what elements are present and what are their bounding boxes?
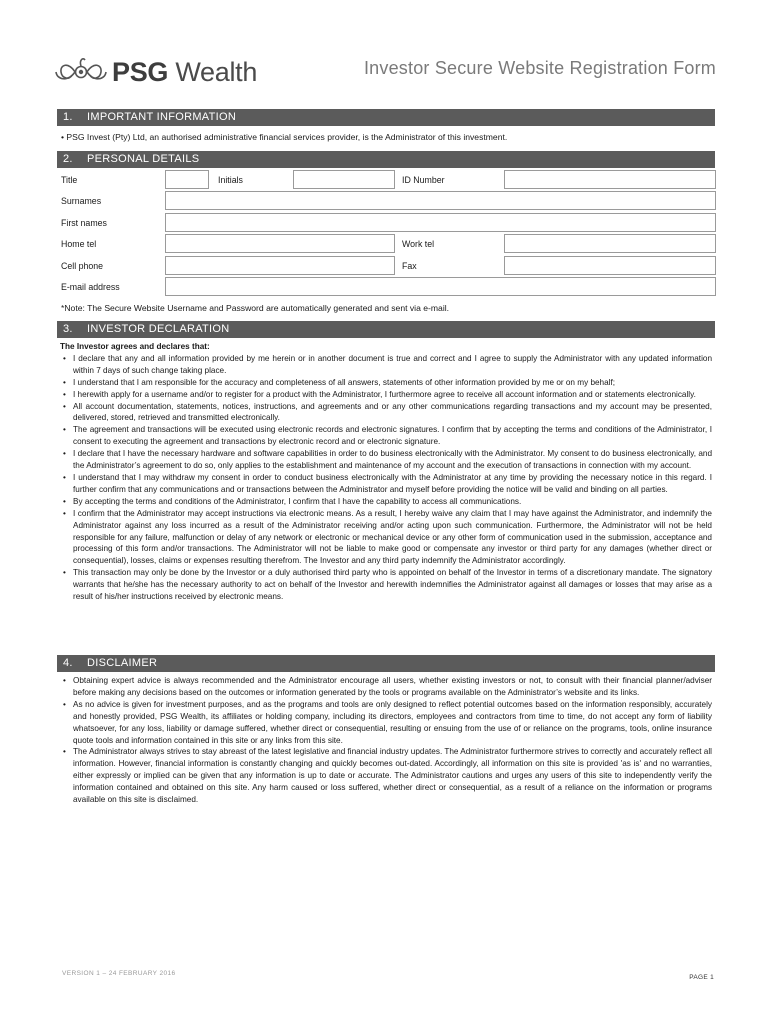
declaration-item: • I understand that I may withdraw my consent in order to conduct business electronically with the Administrator at any time by providing the necessary notice in this regard. I further confirm that any communications and or transactions between the Administrator and myself before providing the notice will be valid and binding on all parties. <box>60 472 712 496</box>
investor-declaration-body <box>60 341 712 603</box>
declaration-item: • By accepting the terms and conditions of the Administrator, I confirm that I have the capability to access all communications. <box>60 496 712 508</box>
declaration-item: • The agreement and transactions will be executed using electronic records and electronic signatures. I confirm that by accepting the terms and conditions of the Administrator, I consent to executing the agreement and transactions by electronic record and or electronic signature. <box>60 424 712 448</box>
section-personal-details-header: 2. PERSONAL DETAILS <box>57 151 715 168</box>
page-number: PAGE 1 <box>689 974 714 981</box>
fax-field[interactable] <box>504 256 716 275</box>
work-tel-label: Work tel <box>402 239 435 249</box>
logo-wordmark: PSG Wealth <box>112 56 258 87</box>
page-header <box>0 0 770 100</box>
section-disclaimer-header: 4. DISCLAIMER <box>57 655 715 672</box>
home-tel-field[interactable] <box>165 234 395 253</box>
fax-label: Fax <box>402 261 417 271</box>
declaration-item: • I declare that any and all information provided by me herein or in another document is true and correct and I agree to supply the Administrator with any updated information within 7 days of such change taking place. <box>60 353 712 377</box>
credentials-note: *Note: The Secure Website Username and Password are automatically generated and sent via e-mail. <box>61 303 450 313</box>
initials-field[interactable] <box>293 170 395 189</box>
email-field[interactable] <box>165 277 716 296</box>
disclaimer-item: • As no advice is given for investment purposes, and as the programs and tools are only designed to reflect potential outcomes based on the information responsibly, accurately and honestly provided, PSG Wealth, its affiliates or holding company, including its directors, employees and contractors from time to time, do not accept any form of liability whatsoever, for any loss, liability or damage suffered, whether direct or consequential, resulting or ensuing from the use of or reliance on the programs, tools, online insurance quote tools and information contained in this site or any links from this site. <box>60 699 712 747</box>
important-information-text: • PSG Invest (Pty) Ltd, an authorised administrative financial services provider, is the Administrator of this investment. <box>61 132 508 142</box>
cell-phone-label: Cell phone <box>61 261 104 271</box>
first-names-field[interactable] <box>165 213 716 232</box>
psg-emblem-icon <box>52 52 110 92</box>
disclaimer-item: • The Administrator always strives to stay abreast of the latest legislative and financial industry updates. The Administrator furthermore strives to correctly and accurately reflect all information. However, financial information is constantly changing and quickly becomes out-dated. Accordingly, all information on this site is provided 'as is' and no warranties, either expressly or implied can be given that any information is up to date or accurate. The Administrator cautions and urges any users of this site to independently verify the information contained and obtained on this site. Any harm caused or loss suffered, whether direct or consequential, as a result of a reliance on the information or programs available on this site is disclaimed. <box>60 746 712 806</box>
declaration-item: • I understand that I am responsible for the accuracy and completeness of all answers, statements of other information provided by me or on my behalf; <box>60 377 712 389</box>
declaration-item: • I herewith apply for a username and/or to register for a product with the Administrator, I furthermore agree to receive all account information and or statements electronically. <box>60 389 712 401</box>
declaration-item: • I confirm that the Administrator may accept instructions via electronic means. As a result, I hereby waive any claim that I may have against the Administrator, and indemnify the Administrator against any loss incurred as a result of the Administrator receiving and/or acting upon such communication. Furthermore, the Administrator will not be held responsible for any failure, malfunction or delay of any network or electronic or mechanical device or any other form of communication used in the submission, acceptance and processing of this form and/or transactions. The Administrator will not be liable to make good or compensate any investor or third party for any damages (whether direct or consequential), losses, claims or expenses resulting therefrom. The Investor and any third party indemnify the Administrator accordingly. <box>60 508 712 568</box>
email-label: E-mail address <box>61 282 120 292</box>
surnames-field[interactable] <box>165 191 716 210</box>
version-footer: VERSION 1 – 24 FEBRUARY 2016 <box>62 970 176 977</box>
form-title: Investor Secure Website Registration Form <box>363 58 716 78</box>
surnames-label: Surnames <box>61 196 102 206</box>
cell-phone-field[interactable] <box>165 256 395 275</box>
disclaimer-item: • Obtaining expert advice is always recommended and the Administrator encourage all users, whether existing investors or not, to consult with their financial planner/adviser before making any decisions based on the outcomes or information generated by the tools or programs available on the Administrator’s website and its links. <box>60 675 712 699</box>
id-number-field[interactable] <box>504 170 716 189</box>
section-investor-declaration-header: 3. INVESTOR DECLARATION <box>57 321 715 338</box>
psg-wealth-logo <box>52 52 257 92</box>
section-important-information-header: 1. IMPORTANT INFORMATION <box>57 109 715 126</box>
declaration-item: • I declare that I have the necessary hardware and software capabilities in order to do business electronically with the Administrator. My consent to do business electronically, and the Administrator’s agreement to do so, only applies to the establishment and maintenance of my account and the execution of transactions in connection with my account. <box>60 448 712 472</box>
declaration-heading: The Investor agrees and declares that: <box>60 342 210 351</box>
title-field[interactable] <box>165 170 209 189</box>
declaration-item: • All account documentation, statements, notices, instructions, and agreements and or any other communications regarding transactions and my account may be presented, delivered, stored, retrieved and transmitted electronically. <box>60 401 712 425</box>
disclaimer-body <box>60 675 712 806</box>
first-names-label: First names <box>61 218 107 228</box>
id-number-label: ID Number <box>402 175 445 185</box>
declaration-item: • This transaction may only be done by the Investor or a duly authorised third party who is appointed on behalf of the Investor in terms of a discretionary mandate. The signatory warrants that he/she has the necessary authority to act on behalf of the Investor and herewith indemnifies the Administrator against all damages or losses that may arise as a result of his/her instructions received by electronic means. <box>60 567 712 603</box>
initials-label: Initials <box>218 175 243 185</box>
work-tel-field[interactable] <box>504 234 716 253</box>
title-label: Title <box>61 175 78 185</box>
home-tel-label: Home tel <box>61 239 97 249</box>
declaration-list <box>60 353 712 603</box>
disclaimer-list <box>60 675 712 806</box>
